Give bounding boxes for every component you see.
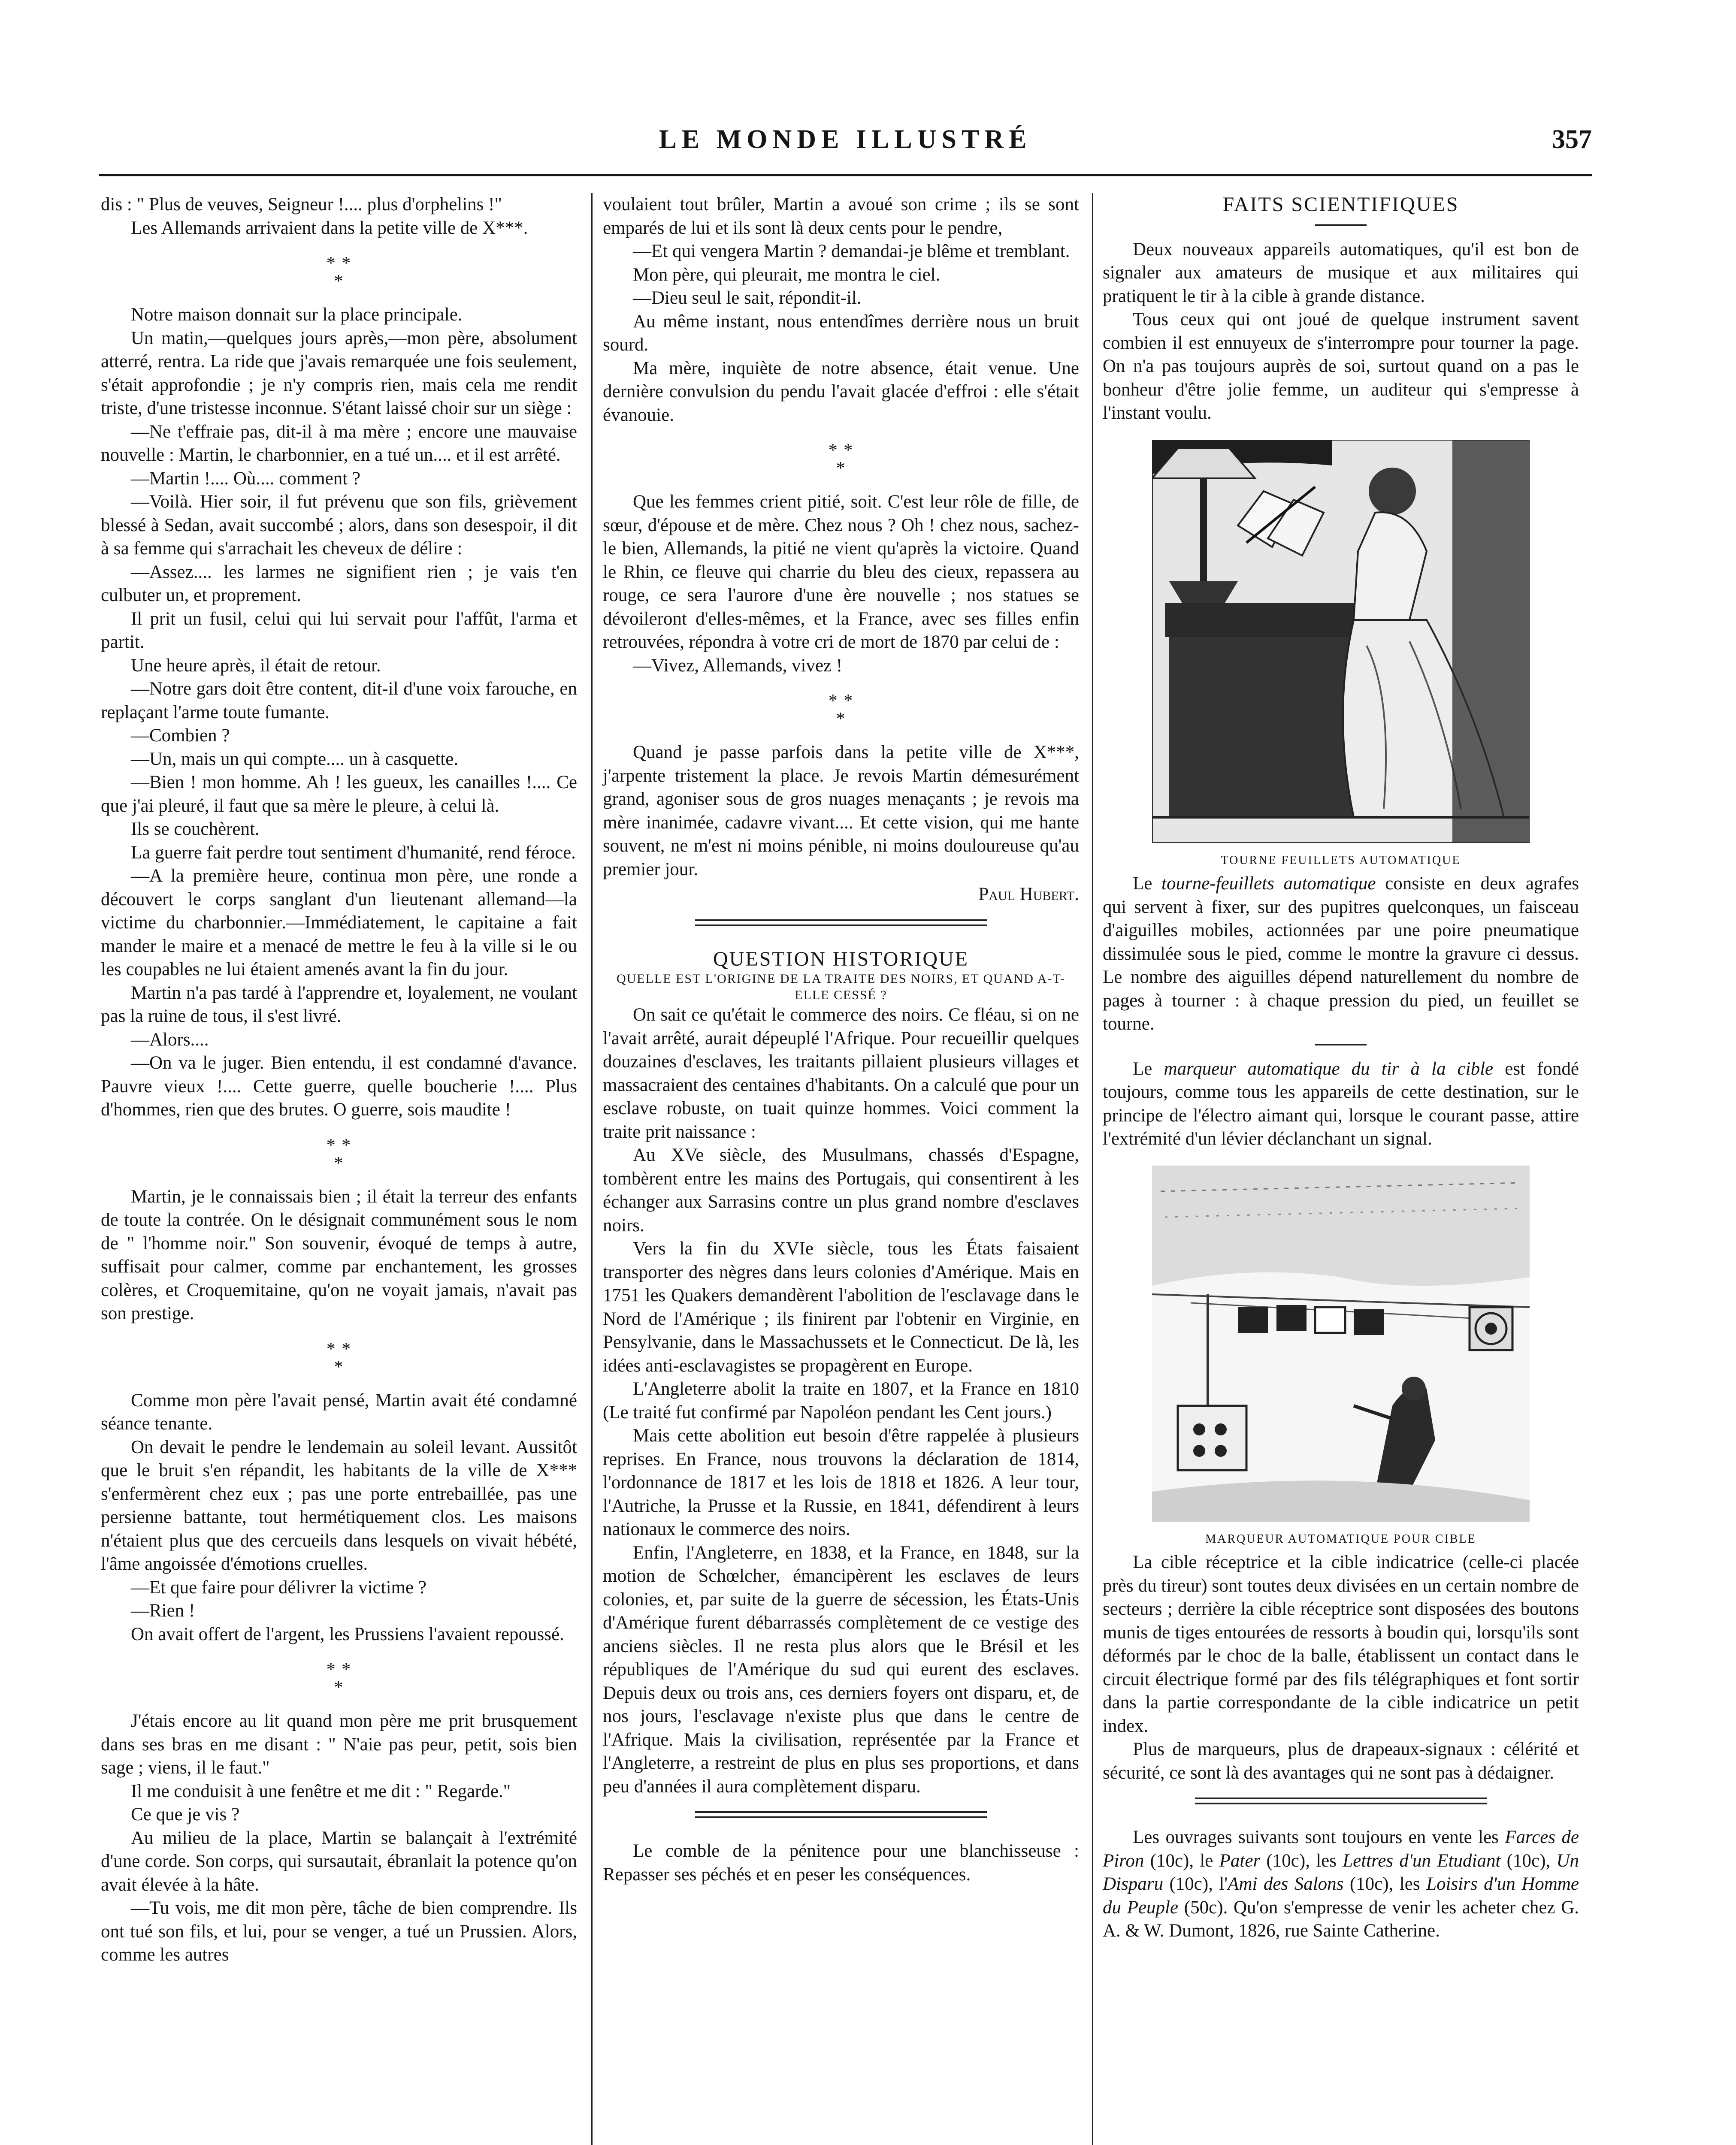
paragraph: On devait le pendre le lendemain au soleil levant. Aussitôt que le bruit s'en répandit, les habitants de la ville de X*** s'enfermèrent chez eux ; pas une porte entrebaillée, pas une persienne battante, tout hermétiquement clos. Les maisons n'étaient plus que des cercueils dans lesquels on vivait hébété, l'âme angoissée d'émotions cruelles.	[101, 1437, 577, 1574]
paragraph: —Dieu seul le sait, répondit-il.	[633, 288, 862, 308]
paragraph-rule	[1315, 1044, 1367, 1045]
advertisement-paragraph	[1103, 1826, 1579, 1943]
paragraph: voulaient tout brûler, Martin a avoué son crime ; ils se sont emparés de lui et ils sont là deux cents pour le pendre,	[603, 194, 1079, 238]
text-run: Le	[1133, 1058, 1164, 1079]
paragraph: —Martin !.... Où.... comment ?	[131, 468, 361, 489]
paragraph: Mais cette abolition eut besoin d'être rappelée à plusieurs reprises. En France, nous trouvons la déclaration de 1814, l'ordonnance de 1817 et les lois de 1818 et 1826. A leur tour, l'Autriche, la Prusse et la Russie, en 1841, défendirent à leurs nationaux le commerce des noirs.	[603, 1426, 1079, 1539]
paragraph: Ils se couchèrent.	[131, 819, 260, 839]
text-run-italic: marqueur automatique du tir à la cible	[1164, 1058, 1494, 1079]
paragraph: —Assez.... les larmes ne signifient rien ; je vais t'en culbuter un, et proprement.	[101, 562, 577, 605]
paragraph: —Et qui vengera Martin ? demandai-je blême et tremblant.	[633, 241, 1070, 261]
column-left	[101, 193, 577, 1967]
paragraph: —Combien ?	[131, 725, 230, 746]
text-run: (10c), les	[1260, 1850, 1343, 1871]
paragraph: Une heure après, il était de retour.	[131, 655, 381, 676]
text-run: est fondé toujours, comme tous les appareils de cette destination, sur le principe de l'électro aimant qui, lorsque le courant passe, attire l'extrémité d'un lévier déclanchant un signal.	[1103, 1058, 1579, 1149]
paragraph: —Notre gars doit être content, dit-il d'une voix farouche, en replaçant l'arme toute fumante.	[101, 679, 577, 722]
paragraph: —Vivez, Allemands, vivez !	[633, 655, 843, 676]
paragraph: Les Allemands arrivaient dans la petite ville de X***.	[131, 218, 528, 238]
paragraph: —Voilà. Hier soir, il fut prévenu que son fils, grièvement blessé à Sedan, avait succombé ; alors, dans son desespoir, il dit à sa femme qui s'arrachait les cheveux de délire :	[101, 492, 577, 559]
piano-player-illustration	[1152, 440, 1530, 843]
text-run: (10c), l'	[1163, 1874, 1228, 1894]
paragraph: —Tu vois, me dit mon père, tâche de bien comprendre. Ils ont tué son fils, et lui, pour se venger, a tué un Prussien. Alors, comme les autres	[101, 1898, 577, 1965]
paragraph: Au milieu de la place, Martin se balançait à l'extrémité d'une corde. Son corps, qui sursautait, ébranlait la potence qu'on avait élevée à la hâte.	[101, 1828, 577, 1895]
text-run: Le	[1133, 873, 1162, 894]
asterism: * * *	[326, 1339, 352, 1377]
paragraph: Ce que je vis ?	[131, 1804, 240, 1825]
figure-target-marker	[1152, 1166, 1530, 1522]
column-middle	[603, 193, 1079, 1886]
section-title: FAITS SCIENTIFIQUES	[1222, 193, 1459, 216]
paragraph: Ma mère, inquiète de notre absence, était venue. Une dernière convulsion du pendu l'avait glacée d'effroi : elle s'était évanouie.	[603, 358, 1079, 425]
paragraph: Notre maison donnait sur la place principale.	[131, 305, 463, 325]
paragraph: Enfin, l'Angleterre, en 1838, et la France, en 1848, sur la motion de Schœlcher, émancipèrent les esclaves de leurs colonies, et, par suite de la guerre de sécession, les États-Unis d'Amérique furent débarrassés complètement de ce vestige des anciens siècles. Il ne resta plus alors que le Brésil et les républiques de l'Amérique du sud qui eurent des esclaves. Depuis deux ou trois ans, ces derniers foyers ont disparu, et, de nos jours, l'esclavage n'existe plus que dans le centre de l'Afrique. Mais la civilisation, représentée par la France et l'Angleterre, a restreint de plus en plus ses proportions, et dans peu d'années il aura complètement disparu.	[603, 1542, 1079, 1797]
paragraph: Le comble de la pénitence pour une blanchisseuse : Repasser ses péchés et en peser les conséquences.	[603, 1841, 1079, 1885]
text-run-italic: Farces de Piron	[1103, 1827, 1579, 1871]
paragraph: —A la première heure, continua mon père, une ronde a découvert le corps sanglant d'un lieutenant allemand—la victime du charbonnier.—Immédiatement, le capitaine a fait mander le maire et a menacé de mettre le feu à la ville si le ou les coupables ne lui étaient amenés avant la fin du jour.	[101, 866, 577, 979]
figure-page-turner	[1152, 440, 1530, 843]
paragraph: —Bien ! mon homme. Ah ! les gueux, les canailles !.... Ce que j'ai pleuré, il faut que sa mère le pleure, à celui là.	[101, 772, 577, 816]
asterism: * * *	[828, 691, 854, 729]
paragraph	[1103, 1057, 1579, 1151]
asterism: * * *	[326, 254, 352, 291]
section-divider	[695, 1811, 987, 1818]
page-number: 357	[1552, 125, 1592, 154]
text-run-italic: Un Disparu	[1103, 1850, 1579, 1894]
asterism: * * *	[326, 1135, 352, 1173]
paragraph: dis : " Plus de veuves, Seigneur !.... plus d'orphelins !"	[101, 194, 502, 214]
title-rule	[1315, 224, 1367, 226]
paragraph: Il prit un fusil, celui qui lui servait pour l'affût, l'arma et partit.	[101, 608, 577, 652]
asterism: * * *	[326, 1660, 352, 1698]
text-run: (50c). Qu'on s'empresse de venir les acheter chez G. A. & W. Dumont, 1826, rue Sainte Catherine.	[1103, 1897, 1579, 1941]
paragraph: Vers la fin du XVIe siècle, tous les États faisaient transporter des nègres dans leurs colonies d'Amérique. Mais en 1751 les Quakers demandèrent l'abolition de l'esclavage dans le Nord de l'Amérique ; ils finirent par l'obtenir en Virginie, en Pensylvanie, dans le Massachussets et le Connecticut. De là, les idées anti-esclavagistes se propagèrent en Europe.	[603, 1239, 1079, 1376]
text-run: consiste en deux agrafes qui servent à fixer, sur des pupitres quelconques, un faisceau d'aiguilles mobiles, actionnées par une poire pneumatique dissimulée sous le pied, comme le montre la gravure ci dessus. Le nombre des aiguilles dépend naturellement du nombre de pages à tourner : à chaque pression du pied, un feuillet se tourne.	[1103, 873, 1579, 1034]
section-divider	[695, 919, 987, 926]
text-run: (10c), le	[1144, 1850, 1219, 1871]
paragraph: Au XVe siècle, des Musulmans, chassés d'Espagne, tombèrent entre les mains des Portugais, qui consentirent à les échanger aux Sarrasins contre un plus grand nombre d'esclaves noirs.	[603, 1145, 1079, 1236]
text-run: (10c), les	[1343, 1874, 1427, 1894]
paragraph: La guerre fait perdre tout sentiment d'humanité, rend féroce.	[131, 842, 576, 863]
masthead-title: LE MONDE ILLUSTRÉ	[659, 125, 1032, 154]
paragraph: Un matin,—quelques jours après,—mon père, absolument atterré, rentra. La ride que j'avais remarquée une fois seulement, s'était approfondie ; je n'y compris rien, mais cela me rendit triste, d'une tristesse inconnue. S'étant laissé choir sur un siège :	[101, 328, 577, 418]
page-header	[99, 124, 1592, 163]
paragraph: Martin n'a pas tardé à l'apprendre et, loyalement, ne voulant pas la ruine de tous, il s'est livré.	[101, 982, 577, 1026]
target-marker-illustration	[1152, 1166, 1530, 1522]
text-run-italic: Ami des Salons	[1228, 1874, 1344, 1894]
text-run-italic: tourne-feuillets automatique	[1161, 873, 1376, 894]
paragraph: On sait ce qu'était le commerce des noirs. Ce fléau, si on ne l'avait arrêté, aurait dépeuplé l'Afrique. Pour recueillir quelques douzaines d'esclaves, les traitants pillaient plusieurs villages et massacraient des centaines d'habitants. On a calculé que pour un esclave robuste, on tuait quinze hommes. Voici comment la traite prit naissance :	[603, 1005, 1079, 1142]
paragraph: —Ne t'effraie pas, dit-il à ma mère ; encore une mauvaise nouvelle : Martin, le charbonnier, en a tué un.... et il est arrêté.	[101, 421, 577, 465]
text-run-italic: Loisirs d'un Homme du Peuple	[1103, 1874, 1579, 1918]
paragraph: Comme mon père l'avait pensé, Martin avait été condamné séance tenante.	[101, 1390, 577, 1434]
paragraph: Il me conduisit à une fenêtre et me dit : " Regarde."	[131, 1781, 511, 1801]
paragraph: L'Angleterre abolit la traite en 1807, et la France en 1810 (Le traité fut confirmé par Napoléon pendant les Cent jours.)	[603, 1379, 1079, 1423]
paragraph: J'étais encore au lit quand mon père me prit brusquement dans ses bras en me disant : " N'aie pas peur, petit, sois bien sage ; viens, il le faut."	[101, 1711, 577, 1778]
paragraph: Tous ceux qui ont joué de quelque instrument savent combien il est ennuyeux de s'interrompre pour tourner la page. On n'a pas toujours auprès de soi, surtout quand on a pas le bonheur d'être jolie femme, un auditeur qui s'empresse à l'instant voulu.	[1103, 309, 1579, 423]
paragraph: Deux nouveaux appareils automatiques, qu'il est bon de signaler aux amateurs de musique et aux militaires qui pratiquent le tir à la cible à grande distance.	[1103, 239, 1579, 306]
section-divider	[1195, 1798, 1487, 1804]
section-title: QUESTION HISTORIQUE	[713, 947, 969, 970]
header-rule	[99, 174, 1592, 176]
text-run: Les ouvrages suivants sont toujours en vente les	[1133, 1827, 1505, 1847]
paragraph: Mon père, qui pleurait, me montra le ciel.	[633, 264, 941, 285]
paragraph: Plus de marqueurs, plus de drapeaux-signaux : célérité et sécurité, ce sont là des avantages qui ne sont pas à dédaigner.	[1103, 1739, 1579, 1783]
text-run: (10c),	[1500, 1850, 1557, 1871]
figure-caption: MARQUEUR AUTOMATIQUE POUR CIBLE	[1205, 1532, 1476, 1546]
column-divider-2	[1092, 193, 1093, 2145]
paragraph: Quand je passe parfois dans la petite ville de X***, j'arpente tristement la place. Je revois Martin démesurément grand, agoniser sous de gros nuages menaçants ; je revois ma mère inanimée, cadavre vivant.... Et cette vision, qui me hante souvent, ne m'est ni moins pénible, ni moins douloureuse qu'au premier jour.	[603, 742, 1079, 879]
paragraph: —Rien !	[131, 1601, 195, 1621]
column-divider-1	[591, 193, 593, 2145]
paragraph: —Un, mais un qui compte.... un à casquette.	[131, 749, 459, 769]
section-subtitle: QUELLE EST L'ORIGINE DE LA TRAITE DES NOIRS, ET QUAND A-T-ELLE CESSÉ ?	[616, 972, 1066, 1002]
paragraph	[1103, 872, 1579, 1036]
author-signature: Paul Hubert.	[978, 884, 1079, 904]
paragraph: Martin, je le connaissais bien ; il était la terreur des enfants de toute la contrée. On le désignait communément sous le nom de " l'homme noir." Son souvenir, évoqué de temps à autre, suffisait pour calmer, comme par enchantement, les grosses colères, et Croquemitaine, qu'on ne voyait jamais, n'avait pas son prestige.	[101, 1186, 577, 1323]
paragraph: —Et que faire pour délivrer la victime ?	[131, 1577, 426, 1598]
paragraph: On avait offert de l'argent, les Prussiens l'avaient repoussé.	[131, 1624, 564, 1644]
figure-caption: TOURNE FEUILLETS AUTOMATIQUE	[1221, 853, 1461, 867]
asterism: * * *	[828, 441, 854, 478]
paragraph: —Alors....	[131, 1029, 209, 1050]
text-run-italic: Pater	[1219, 1850, 1261, 1871]
column-right	[1103, 193, 1579, 1943]
paragraph: La cible réceptrice et la cible indicatrice (celle-ci placée près du tireur) sont toutes deux divisées en un certain nombre de secteurs ; derrière la cible réceptrice sont disposées des boutons munis de tiges entourées de ressorts à boudin qui, lorsqu'ils sont déformés par le choc de la balle, établissent un contact dans le circuit électrique formé par des fils télégraphiques et font sortir dans la partie correspondante de la cible indicatrice un petit index.	[1103, 1552, 1579, 1736]
paragraph: Au même instant, nous entendîmes derrière nous un bruit sourd.	[603, 311, 1079, 355]
paragraph: —On va le juger. Bien entendu, il est condamné d'avance. Pauvre vieux !.... Cette guerre, quelle boucherie !.... Plus d'hommes, rien que des brutes. O guerre, sois maudite !	[101, 1053, 577, 1120]
text-run-italic: Lettres d'un Etudiant	[1343, 1850, 1501, 1871]
paragraph: Que les femmes crient pitié, soit. C'est leur rôle de fille, de sœur, d'épouse et de mère. Chez nous ? Oh ! chez nous, sachez-le bien, Allemands, la pitié ne vient qu'après la victoire. Quand le Rhin, ce fleuve qui charrie du bleu des cieux, repassera au rouge, ce sera l'aurore d'une ère nouvelle ; nos statues se dévoileront d'elles-mêmes, et la France, avec ses filles enfin retrouvées, répondra à votre cri de mort de 1870 par celui de :	[603, 492, 1079, 652]
